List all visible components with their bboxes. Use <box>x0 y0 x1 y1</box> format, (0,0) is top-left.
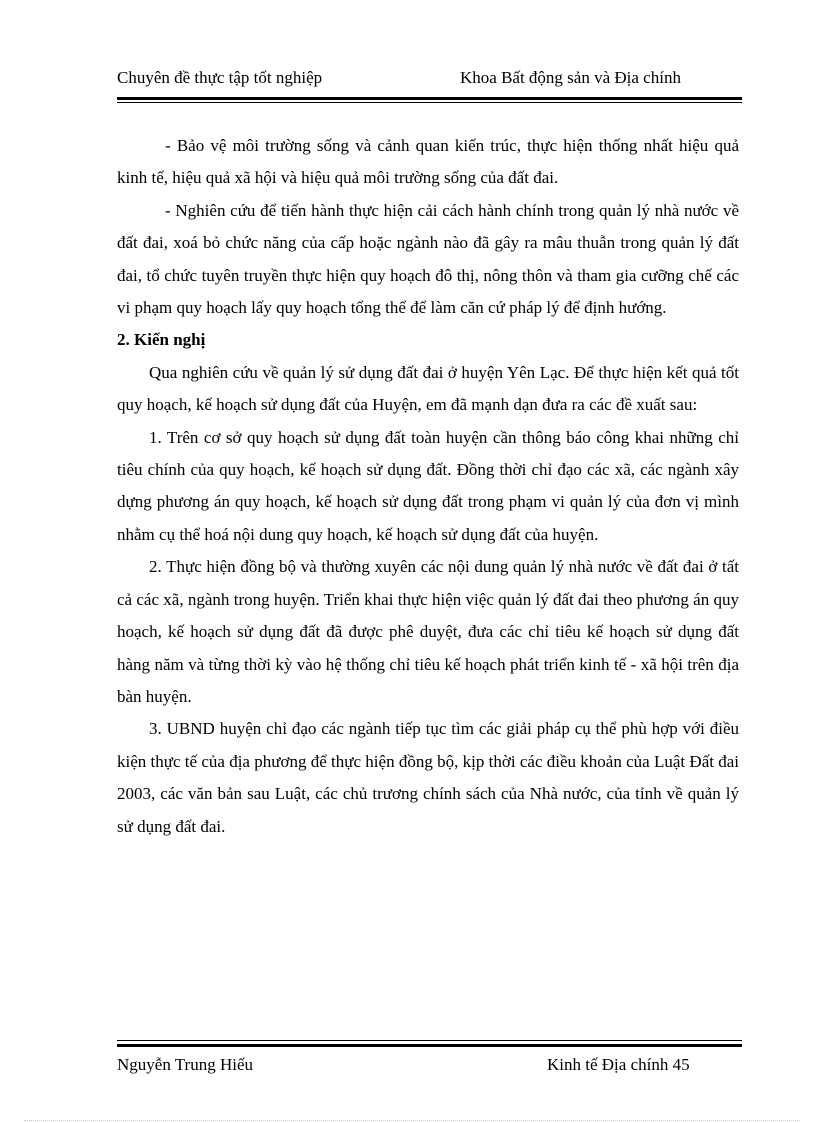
page-header <box>117 68 742 92</box>
bullet-paragraph: - Bảo vệ môi trường sống và cảnh quan kiến trúc, thực hiện thống nhất hiệu quả kinh tế, hiệu quả xã hội và hiệu quả môi trường sống của đất đai. <box>117 136 739 188</box>
header-rule-thick <box>117 97 742 100</box>
recommendation-paragraph: 3. UBND huyện chỉ đạo các ngành tiếp tục tìm các giải pháp cụ thể phù hợp với điều kiện thực tế của địa phương để thực hiện đồng bộ, kịp thời các điều khoản của Luật Đất đai 2003, các văn bản sau Luật, các chủ trương chính sách của Nhà nước, của tỉnh về quản lý sử dụng đất đai. <box>117 719 739 836</box>
footer-rule-thin <box>117 1040 742 1041</box>
section-heading: 2. Kiến nghị <box>117 330 206 350</box>
footer-author: Nguyễn Trung Hiếu <box>117 1055 254 1074</box>
recommendation-paragraph: 1. Trên cơ sở quy hoạch sử dụng đất toàn huyện cần thông báo công khai những chỉ tiêu chính của quy hoạch, kế hoạch sử dụng đất. Đồng thời chỉ đạo các xã, các ngành xây dựng phương án quy hoạch, kế hoạch sử dụng đất trong phạm vi quản lý của đơn vị mình nhằm cụ thể hoá nội dung quy hoạch, kế hoạch sử dụng đất của huyện. <box>117 427 739 544</box>
page-edge-divider <box>24 1120 800 1121</box>
header-rule-thin <box>117 102 742 103</box>
recommendation-paragraph: 2. Thực hiện đồng bộ và thường xuyên các nội dung quản lý nhà nước về đất đai ở tất cả các xã, ngành trong huyện. Triển khai thực hiện việc quản lý đất đai theo phương án quy hoạch, kế hoạch sử dụng đất đã được phê duyệt, đưa các chỉ tiêu kế hoạch sử dụng đất hàng năm và từng thời kỳ vào hệ thống chỉ tiêu kế hoạch phát triển kinh tế - xã hội trên địa bàn huyện. <box>117 557 739 706</box>
header-title-left: Chuyên đề thực tập tốt nghiệp <box>117 68 323 87</box>
footer-class: Kinh tế Địa chính 45 <box>547 1055 690 1074</box>
bullet-paragraph: - Nghiên cứu để tiến hành thực hiện cải cách hành chính trong quản lý nhà nước về đất đai, xoá bỏ chức năng của cấp hoặc ngành nào đã gây ra mâu thuẫn trong quản lý đất đai, tổ chức tuyên truyền thực hiện quy hoạch đô thị, nông thôn và tham gia cưỡng chế các vi phạm quy hoạch lấy quy hoạch tổng thể để làm căn cứ pháp lý để định hướng. <box>117 200 739 318</box>
intro-paragraph: Qua nghiên cứu về quản lý sử dụng đất đai ở huyện Yên Lạc. Để thực hiện kết quả tốt quy hoạch, kế hoạch sử dụng đất của Huyện, em đã mạnh dạn đưa ra các đề xuất sau: <box>117 362 739 415</box>
document-body <box>117 130 739 843</box>
footer-rule-thick <box>117 1044 742 1047</box>
header-title-right: Khoa Bất động sản và Địa chính <box>460 68 681 87</box>
